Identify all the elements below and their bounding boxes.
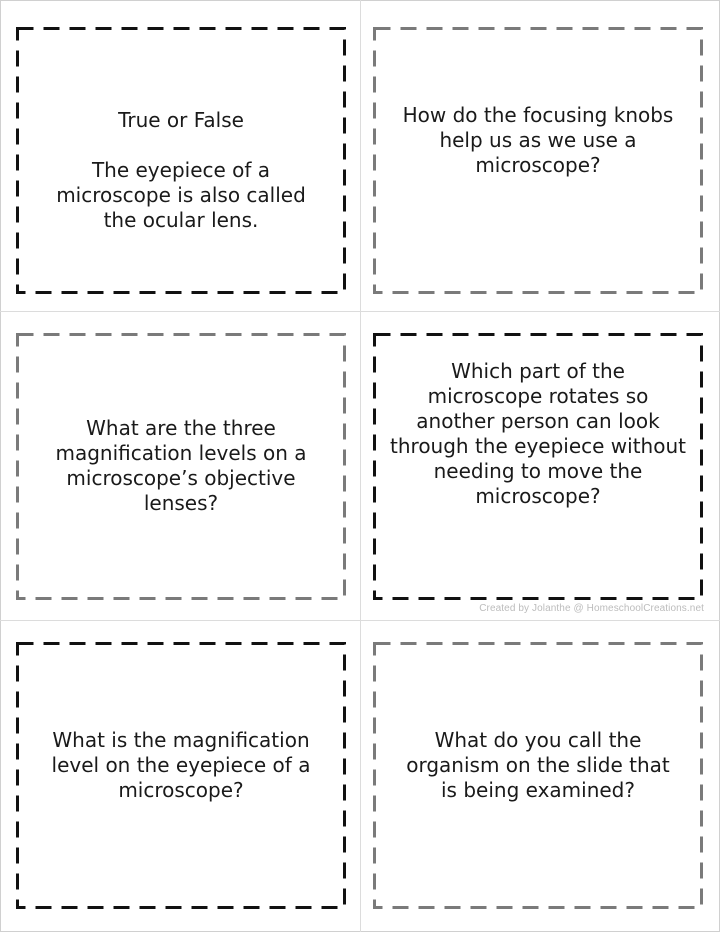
question-card-2	[373, 27, 703, 294]
card-question: What are the three magnification levels on a microscope’s objective lenses?	[55, 416, 307, 515]
cut-line-horizontal-2	[0, 620, 720, 621]
question-card-5	[16, 642, 346, 909]
card-question: Which part of the microscope rotates so another person can look through the eyepiece without needing to move the microscope?	[390, 359, 686, 508]
card-question: What do you call the organism on the slide that is being examined?	[406, 728, 670, 802]
question-card-1	[16, 27, 346, 294]
card-text	[34, 83, 328, 233]
question-card-6	[373, 642, 703, 909]
question-card-4	[373, 333, 703, 600]
page-edge-left	[0, 0, 1, 932]
credit-watermark: Created by Jolanthe @ HomeschoolCreations.net	[479, 603, 704, 614]
cut-line-horizontal-1	[0, 311, 720, 312]
cut-line-vertical	[360, 0, 361, 932]
card-heading: True or False	[118, 107, 244, 132]
card-question: The eyepiece of a microscope is also called the ocular lens.	[56, 157, 306, 232]
card-question: What is the magnification level on the eyepiece of a microscope?	[51, 728, 311, 802]
question-card-3	[16, 333, 346, 600]
card-question: How do the focusing knobs help us as we use a microscope?	[402, 103, 674, 177]
